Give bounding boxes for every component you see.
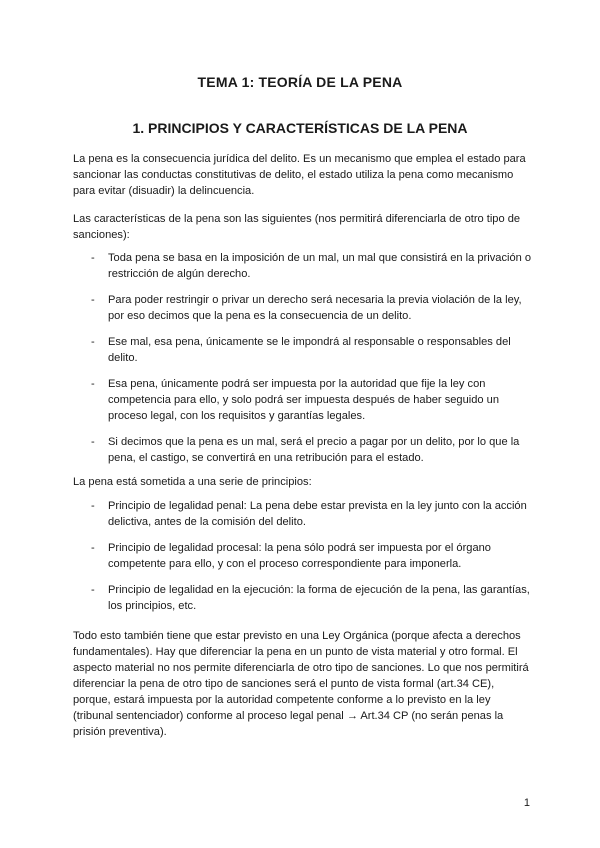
bullet-dash: - [91,336,95,348]
bullet-dash: - [91,500,95,512]
list-item-text: Para poder restringir o privar un derecho será necesaria la previa violación de la ley, por eso decimos que la pena es la consecuencia de un delito. [108,294,522,322]
principles-intro: La pena está sometida a una serie de principios: [73,476,312,488]
list-item [73,540,533,572]
intro-paragraph: La pena es la consecuencia jurídica del delito. Es un mecanismo que emplea el estado para sancionar las conductas constitutivas de delito, el estado utiliza la pena como mecanismo para evitar (disuadir) la delincuencia. [73,153,526,197]
bullet-dash: - [91,584,95,596]
bullet-dash: - [91,436,95,448]
list-item-text: Principio de legalidad en la ejecución: la forma de ejecución de la pena, las garantías, los principios, etc. [108,584,530,612]
characteristics-intro: Las características de la pena son las siguientes (nos permitirá diferenciarla de otro tipo de sanciones): [73,213,521,241]
list-item [73,250,533,282]
section-heading: 1. PRINCIPIOS Y CARACTERÍSTICAS DE LA PENA [132,120,468,136]
list-item [73,434,533,466]
bullet-dash: - [91,542,95,554]
list-item [73,334,533,366]
closing-paragraph: Todo esto también tiene que estar previsto en una Ley Orgánica (porque afecta a derechos fundamentales). Hay que diferenciar la pena en un punto de vista material y otro formal. El aspecto material no nos permite diferenciarla de otro tipo de sanciones. Lo que nos permitirá diferenciar la pena de otro tipo de sanciones será el punto de vista formal (art.34 CE), porque, estará impuesta por la autoridad competente conforme a lo previsto en la ley (tribunal sentenciador) conforme al proceso legal penal → Art.34 CP (no serán penas la prisión preventiva). [73,630,529,738]
list-item-text: Toda pena se basa en la imposición de un mal, un mal que consistirá en la privación o restricción de algún derecho. [108,252,532,280]
list-item-text: Principio de legalidad procesal: la pena sólo podrá ser impuesta por el órgano competente para ello, y con el proceso correspondiente para imponerla. [108,542,491,570]
list-item [73,292,533,324]
principles-list [73,498,533,624]
list-item [73,376,533,424]
page-number: 1 [523,797,530,809]
list-item-text: Ese mal, esa pena, únicamente se le impondrá al responsable o responsables del delito. [108,336,511,364]
list-item [73,498,533,530]
list-item [73,582,533,614]
document-title: TEMA 1: TEORÍA DE LA PENA [197,74,403,90]
list-item-text: Esa pena, únicamente podrá ser impuesta por la autoridad que fije la ley con competencia para ello, y solo podrá ser impuesta después de haber seguido un proceso legal, con los requisitos y garantías legales. [108,378,499,422]
bullet-dash: - [91,294,95,306]
characteristics-list [73,250,533,476]
list-item-text: Si decimos que la pena es un mal, será el precio a pagar por un delito, por lo que la pena, el castigo, se convertirá en una retribución para el estado. [108,436,520,464]
bullet-dash: - [91,378,95,390]
list-item-text: Principio de legalidad penal: La pena debe estar prevista en la ley junto con la acción delictiva, antes de la comisión del delito. [108,500,527,528]
bullet-dash: - [91,252,95,264]
